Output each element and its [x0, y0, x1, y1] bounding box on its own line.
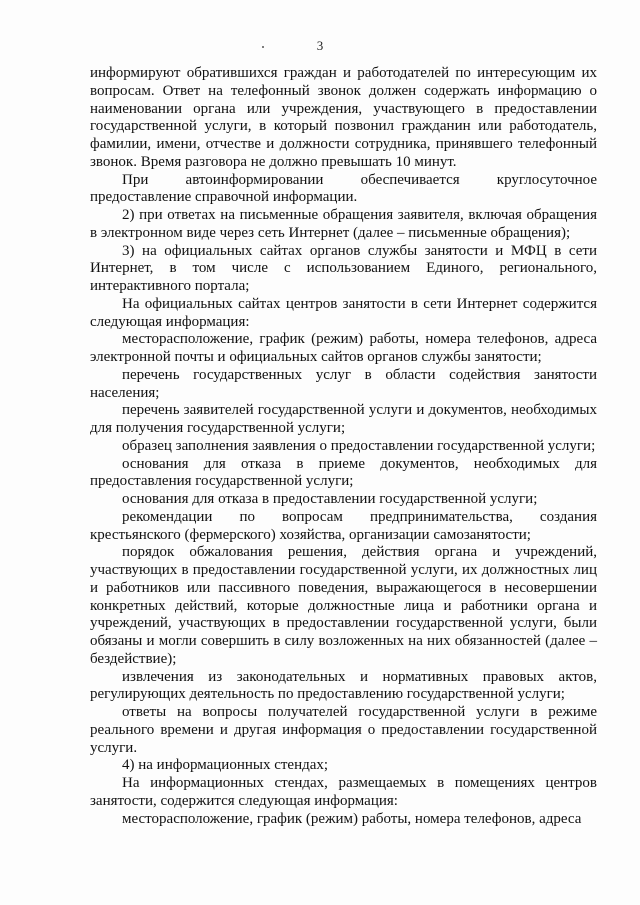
list-item-appeal-procedure: порядок обжалования решения, действия органа и учреждений, участвующих в предоставлении государственной услуги, их должностных лиц и работников или пассивного поведения, выражающегося в несовершении конкретных действий, которые должностные лица и работники органа и учреждений, участвующих в предоставлении государственной услуги, были обязаны и могли совершить в силу возложенных на них обязанностей (далее – бездействие); — [90, 544, 597, 667]
list-item-applicants-documents: перечень заявителей государственной услуги и документов, необходимых для получения государственной услуги; — [90, 402, 597, 436]
list-item-refusal-service: основания для отказа в предоставлении государственной услуги; — [122, 491, 538, 507]
list-item-services-list: перечень государственных услуг в области содействия занятости населения; — [90, 366, 597, 401]
paragraph-written-requests: 2) при ответах на письменные обращения заявителя, включая обращения в электронном виде через сеть Интернет (далее – письменные обращения); — [90, 207, 597, 241]
scan-speck — [262, 46, 264, 48]
list-item-business-recommendations: рекомендации по вопросам предпринимательства, создания крестьянского (фермерского) хозяйства, организации самозанятости; — [90, 508, 597, 543]
list-item-legal-extracts: извлечения из законодательных и нормативных правовых актов, регулирующих деятельность по предоставлению государственной услуги; — [90, 668, 597, 703]
paragraph-stands-info-intro: На информационных стендах, размещаемых в помещениях центров занятости, содержится следующая информация: — [90, 775, 597, 809]
paragraph-phone-answer: информируют обратившихся граждан и работодателей по интересующим их вопросам. Ответ на телефонный звонок должен содержать информацию о наименовании органа или учреждения, участвующего в предоставлении государственной услуги, в который позвонил гражданин или работодатель, фамилии, имени, отчестве и должности сотрудника, принявшего телефонный звонок. Время разговора не должно превышать 10 минут. — [90, 65, 597, 170]
document-body — [90, 65, 597, 828]
paragraph-info-stands: 4) на информационных стендах; — [122, 757, 329, 774]
list-item-application-sample: образец заполнения заявления о предоставлении государственной услуги; — [122, 437, 596, 454]
list-item-realtime-answers: ответы на вопросы получателей государственной услуги в режиме реального времени и другая информация о предоставлении государственной услуги. — [90, 704, 597, 756]
page-number: 3 — [316, 38, 324, 53]
paragraph-official-sites: 3) на официальных сайтах органов службы занятости и МФЦ в сети Интернет, в том числе с использованием Единого, регионального, интерактивного портала; — [90, 242, 597, 294]
paragraph-sites-info-intro: На официальных сайтах центров занятости в сети Интернет содержится следующая информация: — [90, 295, 597, 330]
list-item-location-schedule: месторасположение, график (режим) работы, номера телефонов, адреса электронной почты и официальных сайтов органов службы занятости; — [90, 331, 597, 365]
paragraph-autoinforming: При автоинформировании обеспечивается круглосуточное предоставление справочной информации. — [90, 171, 597, 206]
list-item-refusal-documents: основания для отказа в приеме документов, необходимых для предоставления государственной услуги; — [90, 455, 597, 490]
list-item-stands-location-schedule: месторасположение, график (режим) работы, номера телефонов, адреса — [122, 810, 582, 827]
